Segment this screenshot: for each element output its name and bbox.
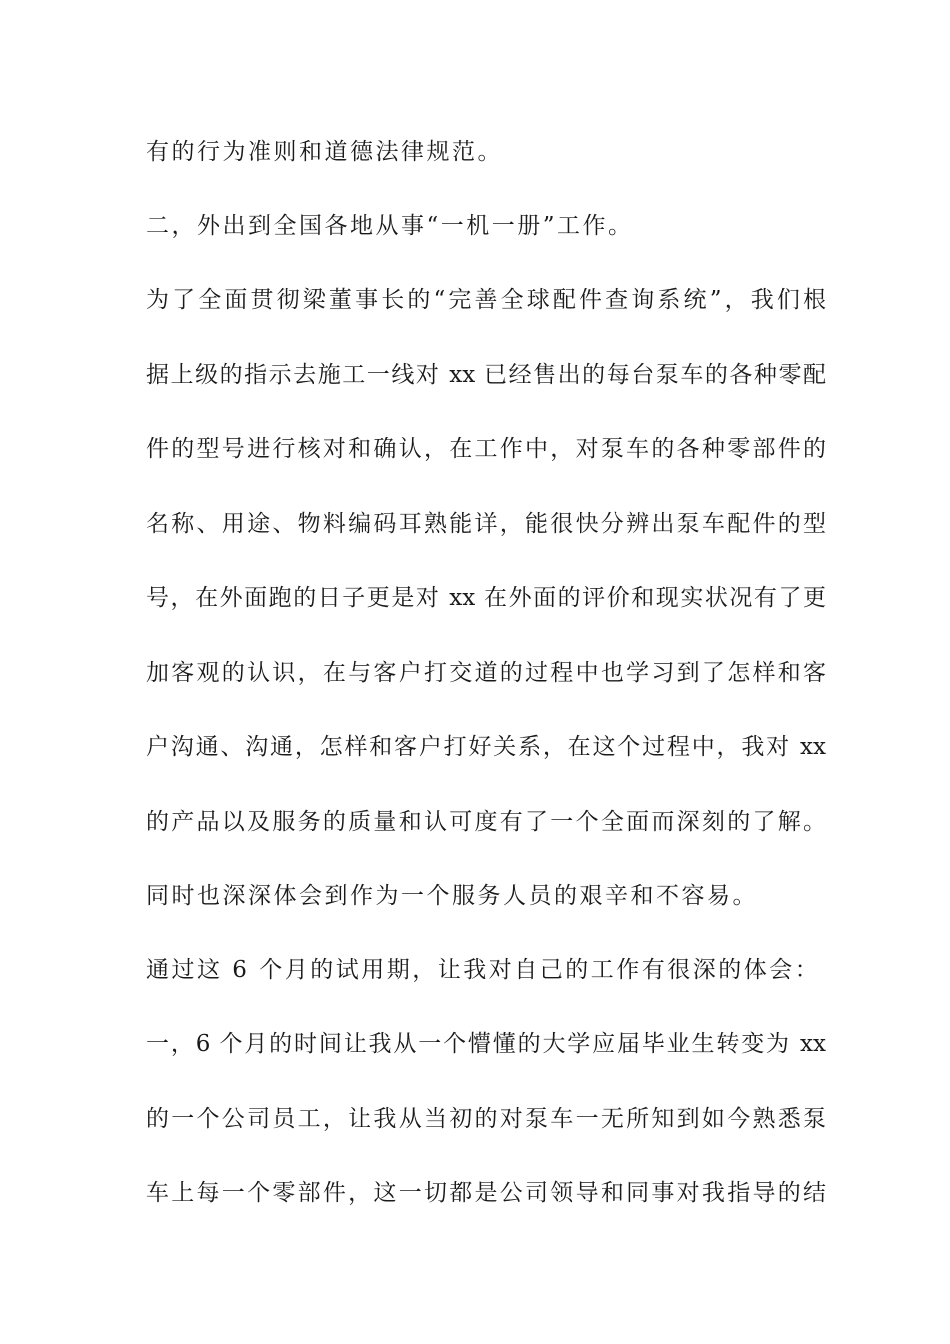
text-line: 同时也深深体会到作为一个服务人员的艰辛和不容易。 <box>146 883 758 909</box>
text-line: 件的型号进行核对和确认，在工作中，对泵车的各种零部件的 <box>146 436 826 462</box>
text-line: 的一个公司员工，让我从当初的对泵车一无所知到如今熟悉泵 <box>146 1106 826 1132</box>
text-line: 一，6 个月的时间让我从一个懵懂的大学应届毕业生转变为 xx <box>146 1031 826 1057</box>
text-line: 二，外出到全国各地从事“一机一册”工作。 <box>146 213 634 239</box>
text-line: 户沟通、沟通，怎样和客户打好关系，在这个过程中，我对 xx <box>146 734 826 760</box>
text-line: 为了全面贯彻梁董事长的“完善全球配件查询系统”，我们根 <box>146 287 826 313</box>
text-line: 有的行为准则和道德法律规范。 <box>146 139 503 165</box>
text-line: 通过这 6 个月的试用期，让我对自己的工作有很深的体会： <box>146 957 821 983</box>
text-line: 车上每一个零部件，这一切都是公司领导和同事对我指导的结 <box>146 1180 826 1206</box>
text-line: 的产品以及服务的质量和认可度有了一个全面而深刻的了解。 <box>146 809 826 835</box>
text-line: 加客观的认识，在与客户打交道的过程中也学习到了怎样和客 <box>146 660 826 686</box>
text-line: 号，在外面跑的日子更是对 xx 在外面的评价和现实状况有了更 <box>146 585 826 611</box>
text-line: 名称、用途、物料编码耳熟能详，能很快分辨出泵车配件的型 <box>146 511 826 537</box>
text-line: 据上级的指示去施工一线对 xx 已经售出的每台泵车的各种零配 <box>146 362 826 388</box>
